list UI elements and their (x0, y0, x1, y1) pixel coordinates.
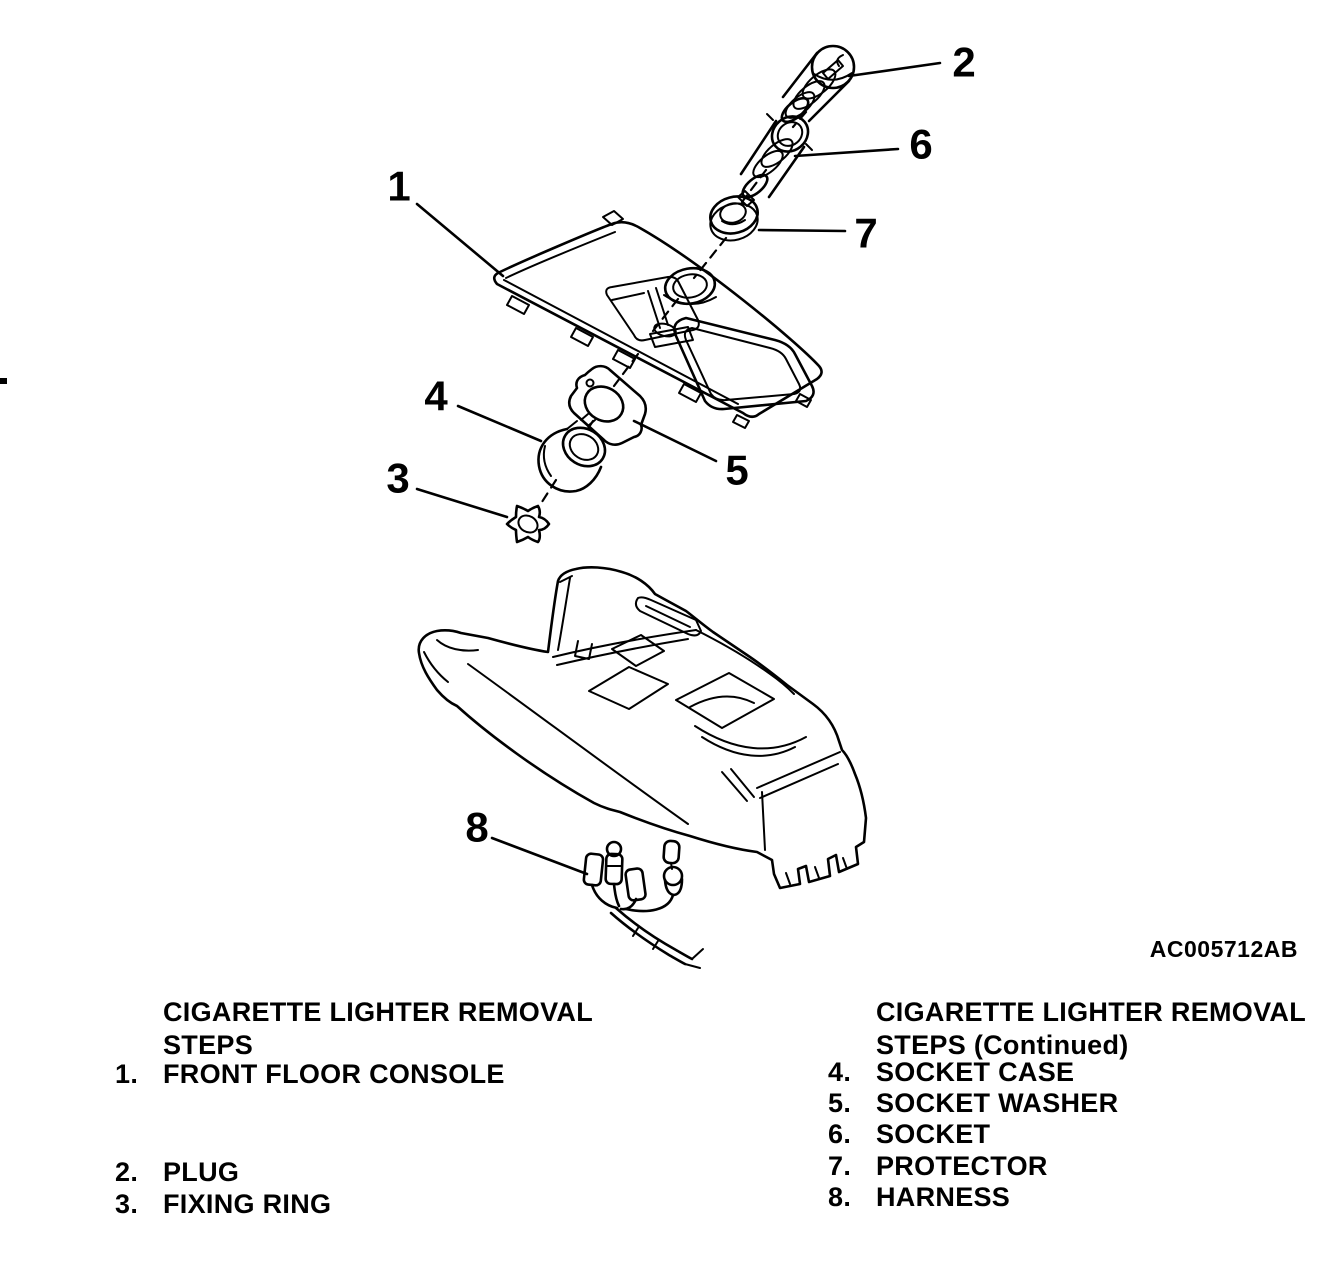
callout-leader-lines (417, 63, 940, 874)
legend-right-title-line1: CIGARETTE LIGHTER REMOVAL (876, 997, 1306, 1027)
legend-item-label: FIXING RING (163, 1189, 332, 1219)
callout-1: 1 (387, 162, 411, 210)
legend-item-label: PLUG (163, 1157, 240, 1187)
harness-drawing (583, 841, 703, 968)
callout-7: 7 (854, 209, 878, 257)
legend-right-title-line2: STEPS (Continued) (876, 1030, 1129, 1060)
legend-item-number: 1. (115, 1059, 139, 1089)
legend-item-label: HARNESS (876, 1182, 1011, 1212)
figure-code: AC005712AB (1149, 936, 1298, 962)
socket-washer-drawing (569, 366, 645, 445)
callout-5: 5 (725, 446, 749, 494)
legend-item-label: SOCKET CASE (876, 1057, 1075, 1087)
legend-item (828, 1153, 1048, 1180)
legend-item-label: SOCKET (876, 1119, 991, 1149)
legend-item (115, 1159, 239, 1186)
legend-item-number: 5. (828, 1088, 852, 1118)
assembly-axis-dashed-line (540, 112, 806, 505)
fixing-ring-drawing (507, 506, 549, 542)
legend-item-number: 6. (828, 1119, 852, 1149)
callout-2: 2 (952, 38, 976, 86)
legend-item (828, 1090, 1118, 1117)
legend-item-number: 3. (115, 1189, 139, 1219)
legend-item (828, 1184, 1010, 1211)
callout-6: 6 (909, 120, 933, 168)
legend-left-title-line2: STEPS (163, 1030, 254, 1060)
legend-item (115, 1061, 505, 1088)
scan-artifact-dot (0, 378, 7, 384)
legend-item (828, 1121, 990, 1148)
legend-left-title-line1: CIGARETTE LIGHTER REMOVAL (163, 997, 593, 1027)
callout-8: 8 (465, 803, 489, 851)
legend-item (828, 1059, 1074, 1086)
legend-item-label: PROTECTOR (876, 1151, 1048, 1181)
front-floor-console-panel-drawing (494, 211, 821, 428)
legend-item-number: 4. (828, 1057, 852, 1087)
socket-case-drawing (539, 420, 613, 491)
legend-item-number: 2. (115, 1157, 139, 1187)
callout-4: 4 (424, 372, 448, 420)
legend-item-label: SOCKET WASHER (876, 1088, 1119, 1118)
legend-item-number: 8. (828, 1182, 852, 1212)
legend-item-number: 7. (828, 1151, 852, 1181)
plug-drawing (778, 46, 854, 126)
callout-3: 3 (386, 454, 410, 502)
legend-item (115, 1191, 331, 1218)
socket-drawing (738, 109, 815, 206)
legend-item-label: FRONT FLOOR CONSOLE (163, 1059, 505, 1089)
